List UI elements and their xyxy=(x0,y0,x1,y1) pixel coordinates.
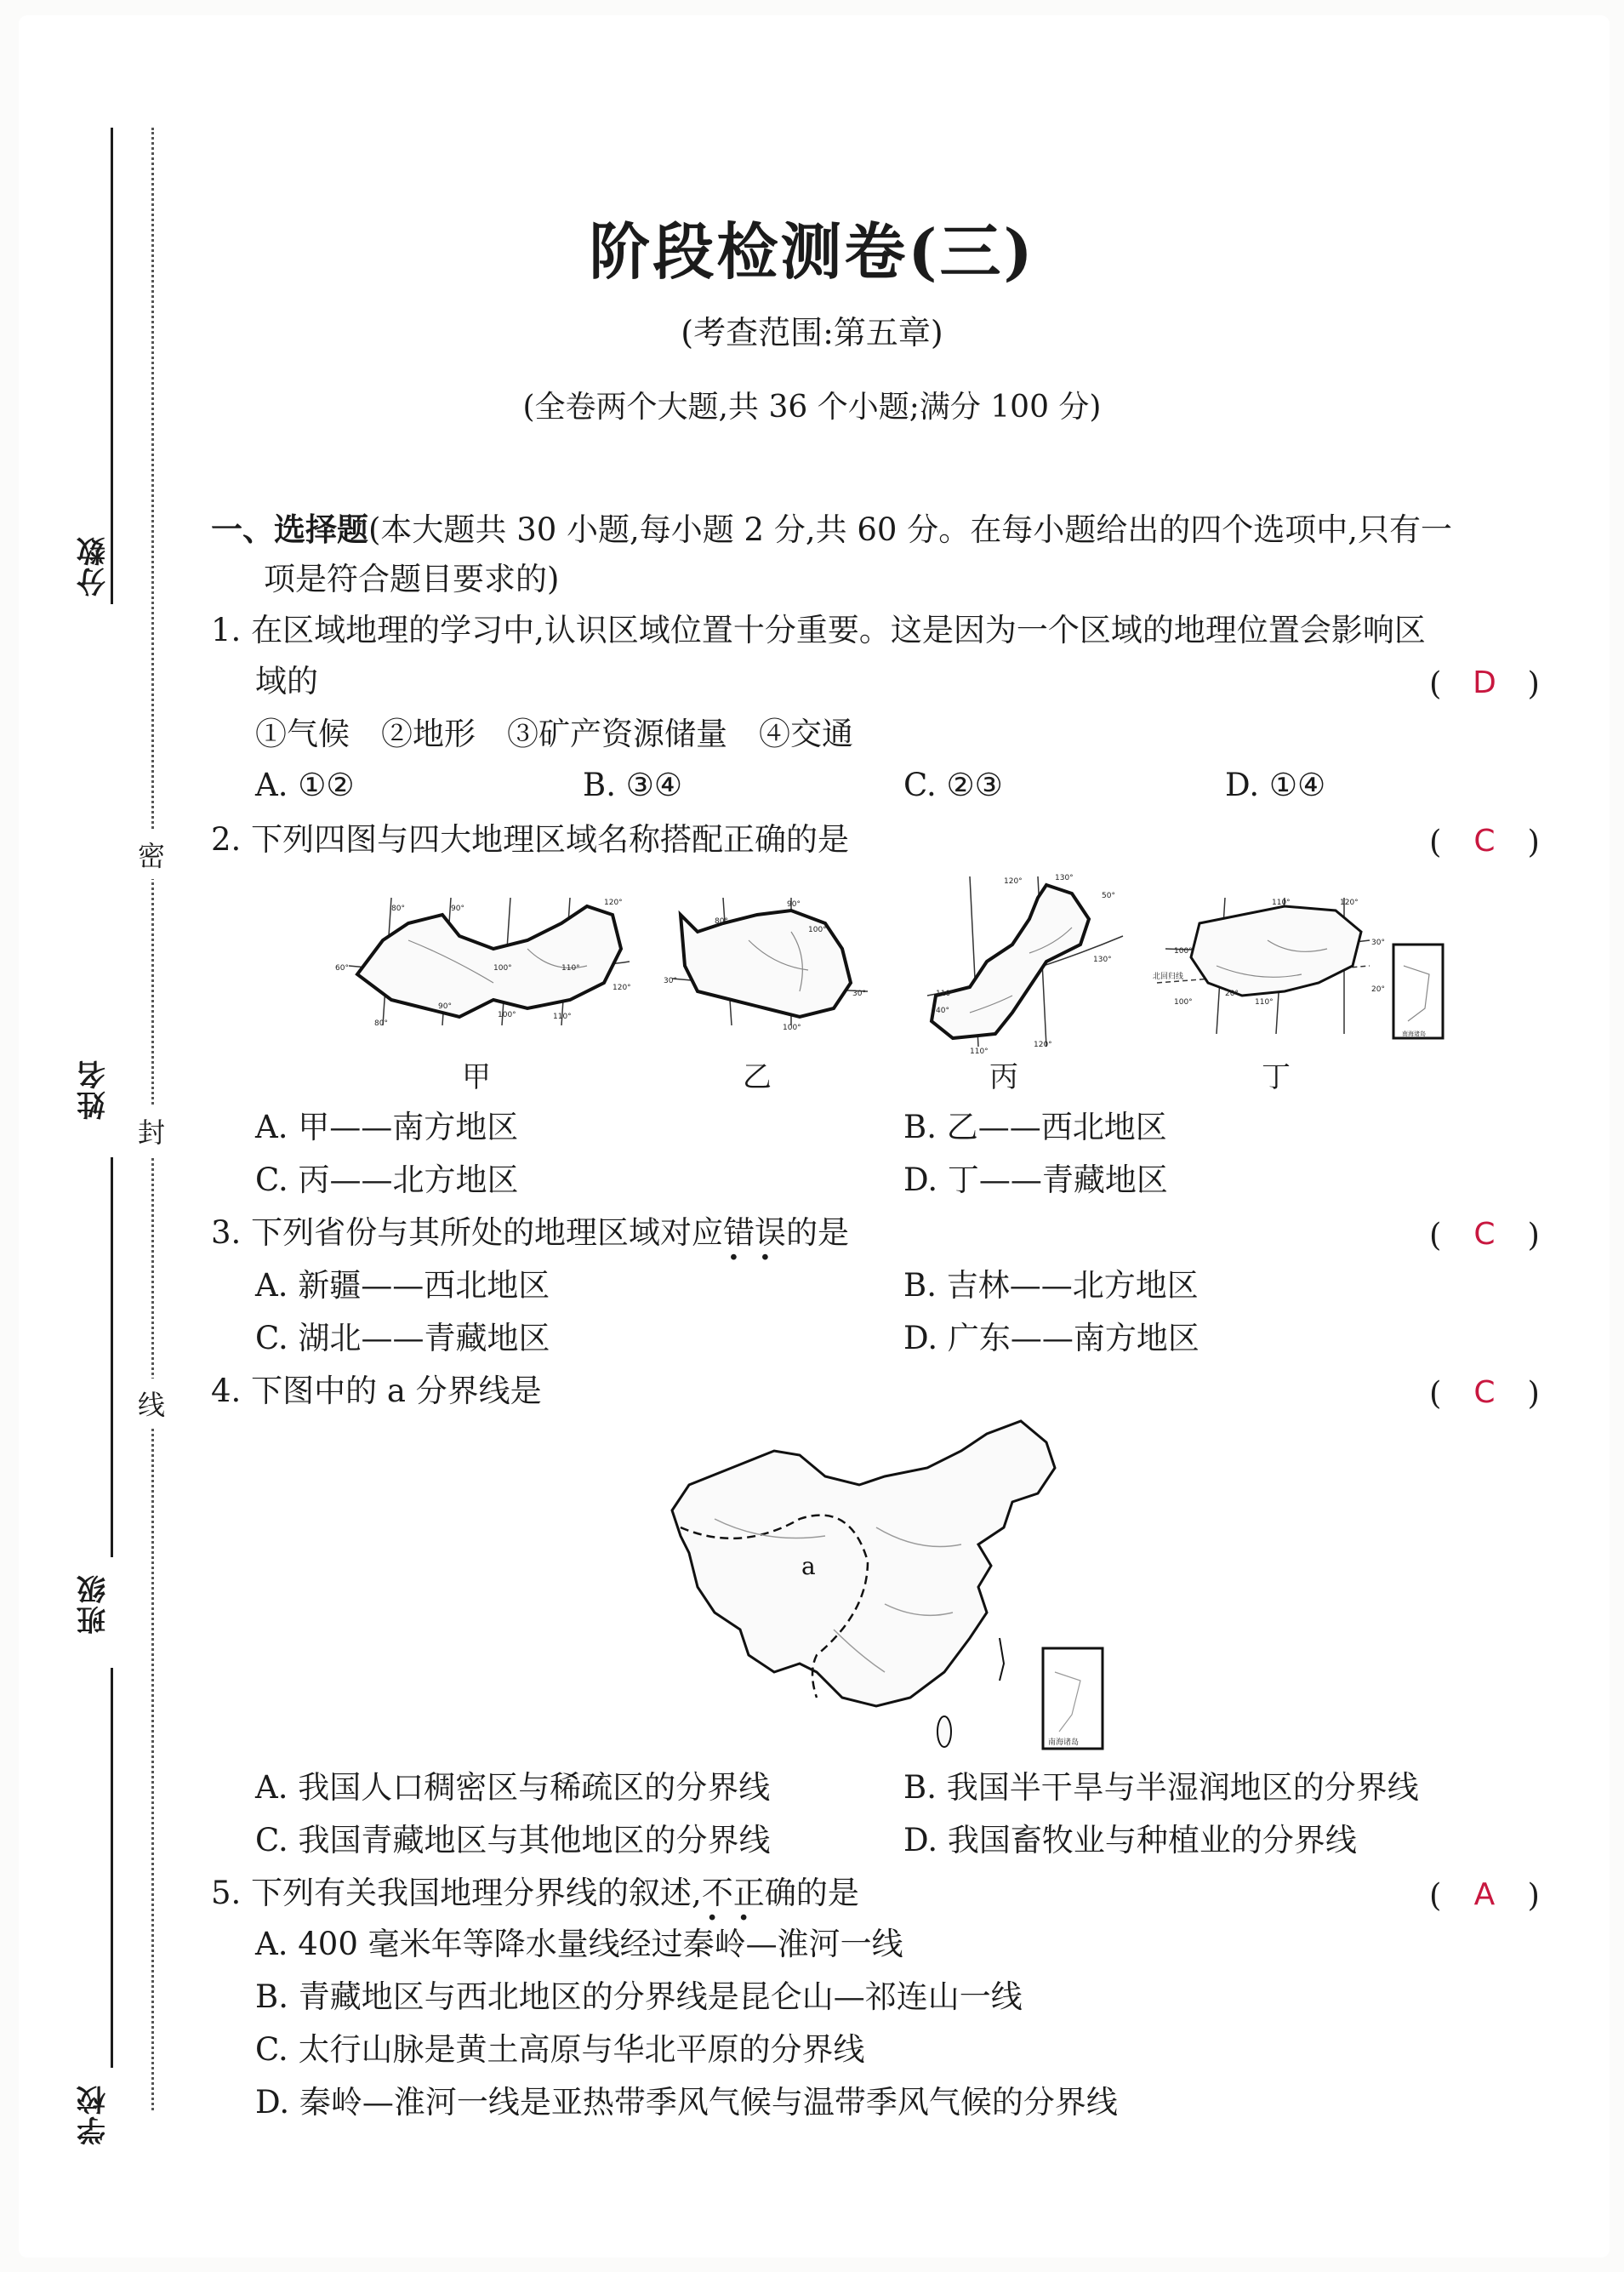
q1-option-a[interactable]: A. ①② xyxy=(255,767,355,803)
q1-text-1: 1. 在区域地理的学习中,认识区域位置十分重要。这是因为一个区域的地理位置会影响区 xyxy=(211,612,1426,648)
q1-answer: D xyxy=(1473,665,1496,700)
map-ding-inset-label: 南海诸岛 xyxy=(1402,1030,1426,1037)
map-caption-ding: 丁 xyxy=(1262,1060,1291,1094)
seal-char-mi: 密 xyxy=(133,830,170,879)
q2-text: 2. 下列四图与四大地理区域名称搭配正确的是 xyxy=(211,821,850,858)
map-ding-label: 100° xyxy=(1174,998,1193,1007)
seal-char-xian: 线 xyxy=(133,1379,170,1428)
name-label: 姓名 xyxy=(77,1059,111,1120)
map-yi-label: 100° xyxy=(808,926,827,934)
q3-option-d[interactable]: D. 广东——南方地区 xyxy=(903,1320,1199,1356)
map-jia-label: 60° xyxy=(335,964,349,973)
page-title: 阶段检测卷(三) xyxy=(589,215,1035,288)
map-caption-yi: 乙 xyxy=(743,1060,772,1094)
map-jia-label: 80° xyxy=(374,1019,388,1028)
q2-option-c[interactable]: C. 丙——北方地区 xyxy=(255,1162,519,1198)
q3-text-before: 3. 下列省份与其所处的地理区域对应 xyxy=(211,1214,724,1251)
map-jia-label: 120° xyxy=(604,899,623,907)
map-jia-label: 90° xyxy=(438,1002,452,1011)
q4-option-c[interactable]: C. 我国青藏地区与其他地区的分界线 xyxy=(255,1822,771,1858)
q5-answer-box: ( A ) xyxy=(1429,1877,1540,1914)
map-yi-label: 30° xyxy=(664,977,677,985)
q5-text xyxy=(211,1877,859,1909)
map-bing-label: 40° xyxy=(936,1007,949,1015)
q5-option-d[interactable]: D. 秦岭—淮河一线是亚热带季风气候与温带季风气候的分界线 xyxy=(255,2084,1118,2121)
q1-items: ①气候 ②地形 ③矿产资源储量 ④交通 xyxy=(255,716,853,752)
map-ding-label: 北回归线 xyxy=(1153,973,1184,981)
map-bing-label: 120° xyxy=(1004,877,1023,886)
q5-emphasis: 不正确 · · xyxy=(702,1877,796,1909)
map-bing-label: 110° xyxy=(970,1048,989,1056)
map-jia xyxy=(332,889,638,1034)
map-jia-label: 100° xyxy=(498,1011,516,1019)
map-bing-label: 50° xyxy=(1102,892,1115,900)
q5-option-c[interactable]: C. 太行山脉是黄土高原与华北平原的分界线 xyxy=(255,2031,865,2068)
section-desc-1: (本大题共 30 小题,每小题 2 分,共 60 分。在每小题给出的四个选项中,只有一 xyxy=(368,511,1452,548)
q3-option-b[interactable]: B. 吉林——北方地区 xyxy=(903,1267,1199,1304)
map-jia-label: 110° xyxy=(561,964,580,973)
q1-answer-box: ( D ) xyxy=(1429,665,1540,702)
q5-text-after: 的是 xyxy=(795,1875,859,1911)
q1-option-b[interactable]: B. ③④ xyxy=(583,767,683,803)
q5-answer: A xyxy=(1473,1877,1496,1912)
map-yi-label: 100° xyxy=(783,1024,801,1032)
exam-scope: (考查范围:第五章) xyxy=(681,314,943,351)
q4-option-a[interactable]: A. 我国人口稠密区与稀疏区的分界线 xyxy=(255,1769,771,1806)
map-jia-label: 80° xyxy=(391,905,405,913)
q2-option-a[interactable]: A. 甲——南方地区 xyxy=(255,1109,519,1145)
q2-option-b[interactable]: B. 乙——西北地区 xyxy=(903,1109,1167,1145)
map-yi-label: 30° xyxy=(852,990,866,998)
map-bing-label: 130° xyxy=(1093,956,1112,964)
section-label: 一、选择题 xyxy=(211,511,368,548)
exam-info: (全卷两个大题,共 36 个小题;满分 100 分) xyxy=(522,390,1102,425)
q3-text-after: 的是 xyxy=(786,1214,850,1251)
q1-text-2: 域的 xyxy=(255,663,318,699)
score-label: 分数 xyxy=(77,535,111,597)
q3-option-a[interactable]: A. 新疆——西北地区 xyxy=(255,1267,550,1304)
q5-text-before: 5. 下列有关我国地理分界线的叙述, xyxy=(211,1875,702,1911)
q3-answer-box: ( C ) xyxy=(1429,1217,1540,1253)
map-caption-jia: 甲 xyxy=(462,1060,491,1094)
q2-answer-box: ( C ) xyxy=(1429,824,1540,860)
q1-option-c[interactable]: C. ②③ xyxy=(903,767,1003,803)
map-bing-label: 130° xyxy=(1055,874,1074,882)
q3-answer: C xyxy=(1473,1217,1496,1252)
q1-option-d[interactable]: D. ①④ xyxy=(1225,767,1326,803)
map-ding-label: 110° xyxy=(1272,899,1291,907)
map-jia-label: 120° xyxy=(613,984,631,992)
q5-option-a[interactable]: A. 400 毫米年等降水量线经过秦岭—淮河一线 xyxy=(255,1926,903,1962)
map-a-label: a xyxy=(801,1552,816,1580)
section-desc-2: 项是符合题目要求的) xyxy=(264,561,560,597)
map-ding-label: 110° xyxy=(1255,998,1274,1007)
map-ding-label: 20° xyxy=(1371,985,1385,994)
q3-emphasis: 错误 · · xyxy=(723,1217,786,1248)
q2-option-d[interactable]: D. 丁——青藏地区 xyxy=(903,1162,1168,1198)
map-yi-label: 80° xyxy=(715,917,728,926)
map-jia-label: 100° xyxy=(493,964,512,973)
class-label: 班级 xyxy=(77,1573,111,1635)
q2-answer: C xyxy=(1473,824,1496,859)
map-bing-label: 120° xyxy=(1034,1041,1052,1049)
section-heading xyxy=(211,511,1452,548)
q5-option-b[interactable]: B. 青藏地区与西北地区的分界线是昆仑山—祁连山一线 xyxy=(255,1978,1023,2015)
q4-option-b[interactable]: B. 我国半干旱与半湿润地区的分界线 xyxy=(903,1769,1419,1806)
school-write-line[interactable] xyxy=(111,1668,113,2068)
map-bing xyxy=(919,868,1131,1055)
q3-text xyxy=(211,1214,850,1251)
seal-char-feng: 封 xyxy=(133,1106,170,1156)
q4-answer: C xyxy=(1473,1375,1496,1410)
china-map xyxy=(664,1417,1123,1757)
school-label: 学校 xyxy=(77,2084,111,2145)
map-ding-label: 20° xyxy=(1225,990,1239,998)
q4-text: 4. 下图中的 a 分界线是 xyxy=(211,1373,542,1409)
q3-option-c[interactable]: C. 湖北——青藏地区 xyxy=(255,1320,550,1356)
map-caption-bing: 丙 xyxy=(989,1060,1018,1094)
name-write-line[interactable] xyxy=(111,1157,113,1557)
q4-option-d[interactable]: D. 我国畜牧业与种植业的分界线 xyxy=(903,1822,1357,1858)
map-yi-label: 90° xyxy=(787,900,801,909)
map-ding-label: 100° xyxy=(1174,947,1193,956)
map-inset-label: 南海诸岛 xyxy=(1048,1738,1080,1747)
map-jia-label: 90° xyxy=(451,905,464,913)
map-jia-label: 110° xyxy=(553,1013,572,1021)
q4-answer-box: ( C ) xyxy=(1429,1375,1540,1412)
map-ding xyxy=(1148,889,1446,1042)
map-yi xyxy=(664,889,876,1034)
map-ding-label: 30° xyxy=(1371,939,1385,947)
map-ding-label: 120° xyxy=(1340,899,1359,907)
map-bing-label: 110° xyxy=(936,990,954,998)
